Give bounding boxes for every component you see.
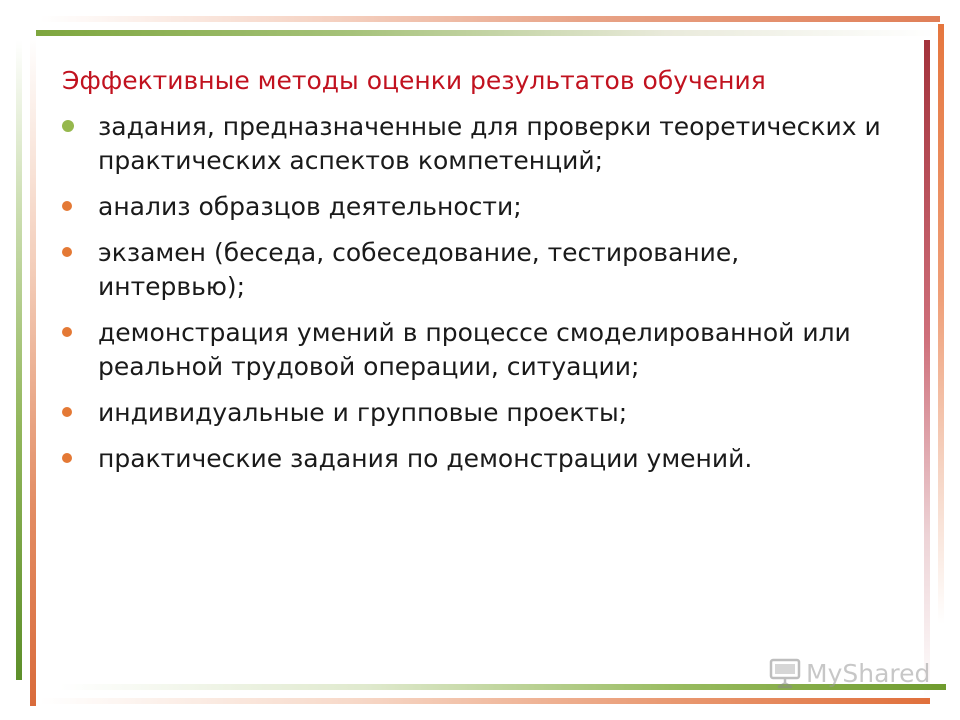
bullet-list	[62, 110, 892, 488]
bullet-dot-icon	[62, 453, 72, 463]
list-item	[62, 236, 892, 304]
list-item	[62, 110, 892, 178]
bullet-dot-icon	[62, 247, 72, 257]
bullet-dot-icon	[62, 120, 74, 132]
bullet-dot-icon	[62, 407, 72, 417]
list-item-text: индивидуальные и групповые проекты;	[98, 398, 628, 427]
frame-bar-right-outer	[938, 24, 944, 624]
list-item-text: практические задания по демонстрации умений.	[98, 444, 753, 473]
frame-bar-top-inner	[36, 30, 936, 36]
watermark-logo	[768, 656, 930, 690]
frame-bar-bottom-outer	[40, 698, 930, 704]
list-item	[62, 316, 892, 384]
frame-bar-left-inner	[30, 36, 36, 706]
list-item-text: задания, предназначенные для проверки теоретических и практических аспектов компетенций;	[98, 112, 881, 175]
list-item	[62, 442, 892, 476]
frame-bar-left-outer	[16, 40, 22, 680]
list-item-text: демонстрация умений в процессе смоделированной или реальной трудовой операции, ситуации;	[98, 318, 851, 381]
list-item	[62, 396, 892, 430]
list-item-text: экзамен (беседа, собеседование, тестирование, интервью);	[98, 238, 740, 301]
list-item	[62, 190, 892, 224]
bullet-dot-icon	[62, 327, 72, 337]
list-item-text: анализ образцов деятельности;	[98, 192, 522, 221]
bullet-dot-icon	[62, 201, 72, 211]
watermark-text: MyShared	[806, 658, 931, 688]
frame-bar-top-outer	[40, 16, 940, 22]
slide-title: Эффективные методы оценки результатов обучения	[62, 66, 766, 95]
presentation-icon	[768, 656, 802, 690]
frame-bar-right-inner	[924, 40, 930, 700]
